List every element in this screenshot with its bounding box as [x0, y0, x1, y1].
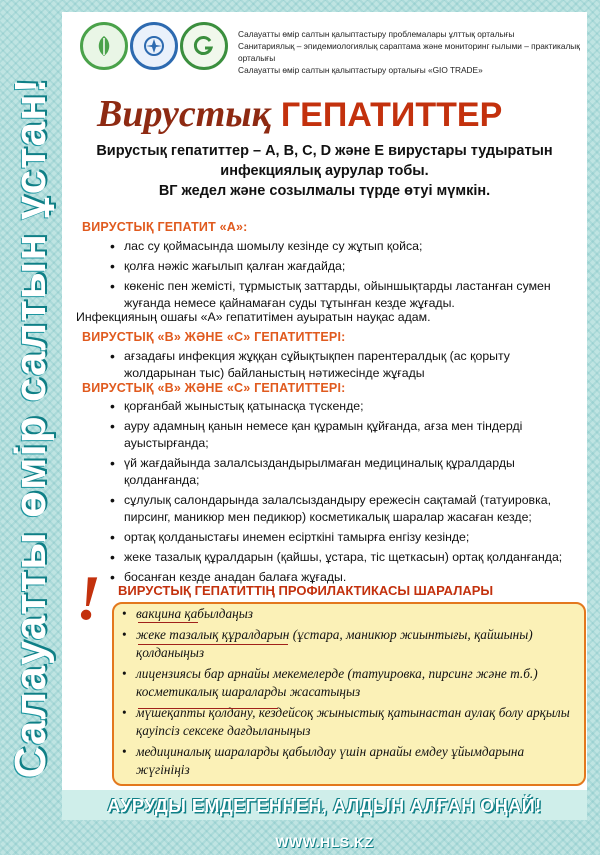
prevention-heading: ВИРУСТЫҚ ГЕПАТИТТІҢ ПРОФИЛАКТИКАСЫ ШАРАЛАРЫ — [118, 583, 494, 598]
subtitle — [62, 141, 587, 201]
list-item: • үй жағдайында залалсыздандырылмаған медициналық құралдарды қолданғанда; — [106, 455, 572, 489]
leaf-logo-icon — [80, 22, 128, 70]
prevention-item: • медициналық шараларды қабылдау үшін арнайы емдеу ұйымдарына жүгініңіз — [120, 743, 578, 779]
subtitle-line: инфекциялық аурулар тобы. — [220, 163, 429, 179]
title-italic: Вирустық — [97, 93, 271, 135]
section-bc2-heading: ВИРУСТЫҚ «В» ЖӘНЕ «С» ГЕПАТИТТЕРІ: — [82, 381, 346, 395]
list-item: • қорғанбай жыныстық қатынасқа түскенде; — [106, 398, 572, 415]
org-line: Салауатты өмір салтын қалыптастыру орталығы «GIO TRADE» — [238, 65, 483, 75]
section-bc1-list — [106, 348, 572, 385]
header — [62, 22, 587, 82]
list-item: • жеке тазалық құралдарын (қайшы, ұстара, тіс щеткасын) ортақ қолданғанда; — [106, 549, 572, 566]
list-item: • көкеніс пен жемісті, тұрмыстық заттарды, ойыншықтарды ластанған сумен жуғанда немесе қайнамаған суды тұтынған кезде жұғады. — [106, 278, 572, 312]
prevention-item: • лицензиясы бар арнайы мекемелерде (татуировка, пирсинг және т.б.) косметикалық шараларды жасатыңыз — [120, 665, 578, 701]
org-line: Санитариялық – эпидемиологиялық сараптама және мониторинг ғылыми – практикалық орталығы — [238, 41, 580, 63]
prevention-item: • мүшеқапты қолдану, кездейсоқ жыныстық қатынастан аулақ болу арқылы қауіпсіз сексеке дағдыланыңыз — [120, 704, 578, 740]
section-bc1-heading: ВИРУСТЫҚ «В» ЖӘНЕ «С» ГЕПАТИТТЕРІ: — [82, 330, 346, 344]
list-item: • ортақ қолданыстағы инемен есірткіні тамырға енгізу кезінде; — [106, 529, 572, 546]
title-bold: ГЕПАТИТТЕР — [280, 96, 503, 134]
list-item: • ағзадағы инфекция жұққан сұйықтықпен парентералдық (ас қорыту жолдарынан тыс) байланыстың нәтижесінде жұғады — [106, 348, 572, 382]
emblem-logo-icon — [130, 22, 178, 70]
prevention-item: • вакцина қабылдаңыз — [120, 605, 578, 623]
page-title — [97, 92, 502, 136]
list-item: • сұлулық салондарында залалсыздандыру ережесін сақтамай (татуировка, пирсинг, маникюр мен педикюр) косметикалық шаралар жасаған кезде; — [106, 492, 572, 526]
list-item: • лас су қоймасында шомылу кезінде су жұтып қойса; — [106, 238, 572, 255]
sidebar-vertical-slogan: Салауатты өмір салтын ұстан! — [6, 77, 55, 779]
sidebar — [0, 0, 62, 855]
subtitle-line: Вирустық гепатиттер – А, В, С, D және Е вирустары тудыратын — [96, 143, 553, 159]
section-a-list — [106, 238, 572, 315]
section-a-heading: ВИРУСТЫҚ ГЕПАТИТ «А»: — [82, 220, 248, 234]
org-line: Салауатты өмір салтын қалыптастыру проблемалары ұлттық орталығы — [238, 29, 515, 39]
footer-url: WWW.HLS.KZ — [275, 834, 374, 850]
handwritten-underline — [138, 622, 198, 623]
prevention-item: • жеке тазалық құралдарын (ұстара, маникюр жиынтығы, қайшыны) қолданыңыз — [120, 626, 578, 662]
section-bc2-list — [106, 398, 572, 589]
section-a-note: Инфекцияның ошағы «А» гепатитімен ауыратын науқас адам. — [76, 310, 431, 324]
subtitle-line: ВГ жедел және созылмалы түрде өтуі мүмкін. — [158, 183, 491, 199]
handwritten-underline — [138, 644, 288, 645]
organization-lines — [238, 28, 587, 76]
handwritten-underline — [138, 708, 278, 709]
exclamation-icon: ! — [76, 562, 101, 633]
list-item: • босанған кезде анадан балаға жұғады. — [106, 569, 572, 586]
prevention-list — [120, 605, 578, 782]
list-item: • қолға нәжіс жағылып қалған жағдайда; — [106, 258, 572, 275]
slogan: АУРУДЫ ЕМДЕГЕННЕН, АЛДЫН АЛҒАН ОҢАЙ! — [107, 796, 542, 816]
list-item: • ауру адамның қанын немесе қан құрамын құйғанда, ағза мен тіндерді ауыстырғанда; — [106, 418, 572, 452]
g-logo-icon — [180, 22, 228, 70]
